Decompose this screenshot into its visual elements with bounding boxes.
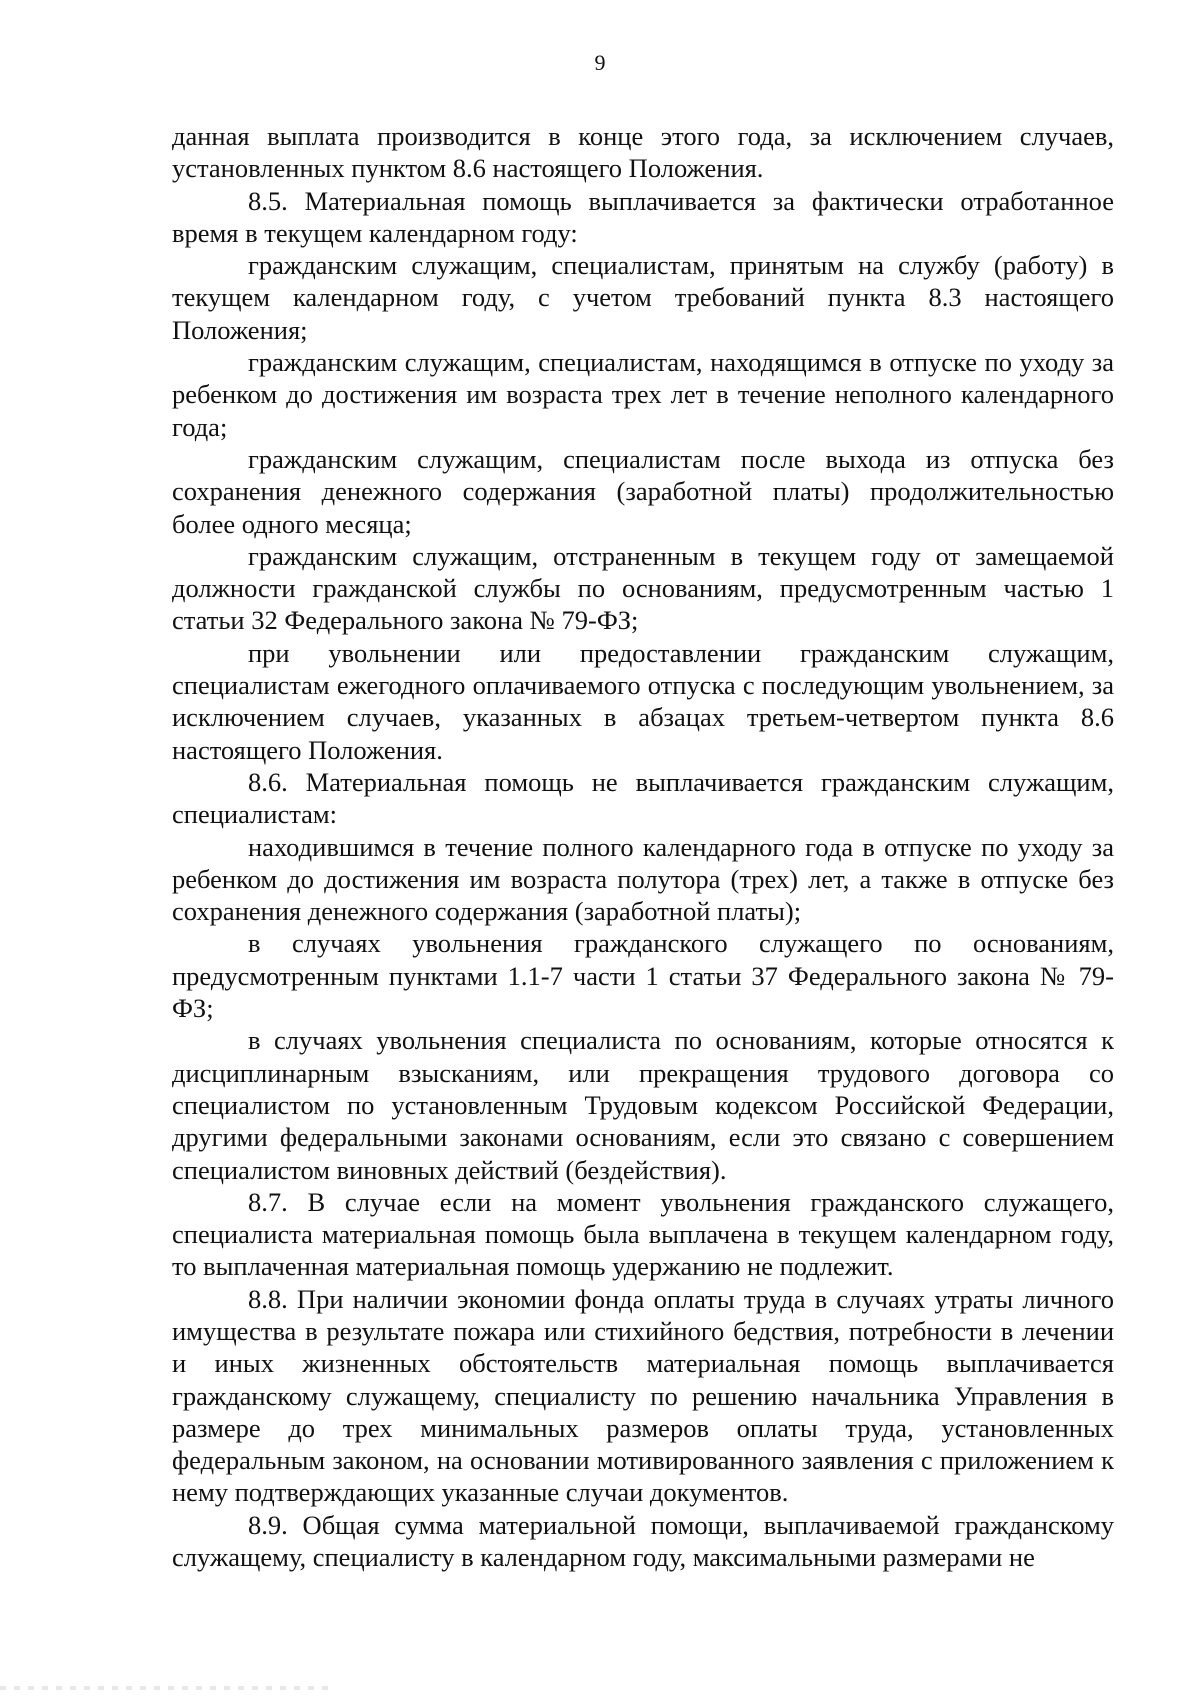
paragraph-8-6-item-civil-servant-dismissal: в случаях увольнения гражданского служащего по основаниям, предусмотренным пунктами 1.1-7 части 1 статьи 37 Федерального закона № 79-ФЗ; [172,928,1114,1024]
page-number: 9 [594,50,606,75]
paragraph-8-5-item-unpaid-leave: гражданским служащим, специалистам после выхода из отпуска без сохранения денежного содержания (заработной платы) продолжительностью более одного месяца; [172,443,1114,539]
paragraph-8-8: 8.8. При наличии экономии фонда оплаты труда в случаях утраты личного имущества в результате пожара или стихийного бедствия, потребности в лечении и иных жизненных обстоятельств материальная помощь выплачивается гражданскому служащему, специалисту по решению начальника Управления в размере до трех минимальных размеров оплаты труда, установленных федеральным законом, на основании мотивированного заявления с приложением к нему подтверждающих указанные случаи документов. [172,1283,1114,1508]
paragraph-8-5: 8.5. Материальная помощь выплачивается за фактически отработанное время в текущем календарном году: [172,185,1114,248]
document-body [172,120,1114,1573]
paragraph-8-5-item-new-hires: гражданским служащим, специалистам, принятым на службу (работу) в текущем календарном году, с учетом требований пункта 8.3 настоящего Положения; [172,250,1114,345]
paragraph-8-7: 8.7. В случае если на момент увольнения гражданского служащего, специалиста материальная помощь была выплачена в текущем календарном году, то выплаченная материальная помощь удержанию не подлежит. [172,1186,1114,1282]
paragraph-8-6-item-full-year-leave: находившимся в течение полного календарного года в отпуске по уходу за ребенком до достижения им возраста полутора (трех) лет, а также в отпуске без сохранения денежного содержания (заработной платы); [172,831,1114,927]
paragraph-continuation: данная выплата производится в конце этого года, за исключением случаев, установленных пунктом 8.6 настоящего Положения. [172,121,1114,184]
scan-artifact [0,1686,330,1690]
paragraph-8-6: 8.6. Материальная помощь не выплачивается гражданским служащим, специалистам: [172,766,1114,830]
paragraph-8-5-item-dismissal: при увольнении или предоставлении гражданским служащим, специалистам ежегодного оплачиваемого отпуска с последующим увольнением, за исключением случаев, указанных в абзацах третьем-четвертом пункта 8.6 настоящего Положения. [172,637,1114,765]
paragraph-8-6-item-specialist-dismissal: в случаях увольнения специалиста по основаниям, которые относятся к дисциплинарным взысканиям, или прекращения трудового договора со специалистом по установленным Трудовым кодексом Российской Федерации, другими федеральными законами основаниям, если это связано с совершением специалистом виновных действий (бездействия). [172,1025,1114,1185]
paragraph-8-5-item-childcare-leave: гражданским служащим, специалистам, находящимся в отпуске по уходу за ребенком до достижения им возраста трех лет в течение неполного календарного года; [172,347,1114,442]
paragraph-8-9: 8.9. Общая сумма материальной помощи, выплачиваемой гражданскому служащему, специалисту в календарном году, максимальными размерами не [172,1509,1114,1573]
paragraph-8-5-item-suspended: гражданским служащим, отстраненным в текущем году от замещаемой должности гражданской службы по основаниям, предусмотренным частью 1 статьи 32 Федерального закона № 79-ФЗ; [172,540,1114,636]
